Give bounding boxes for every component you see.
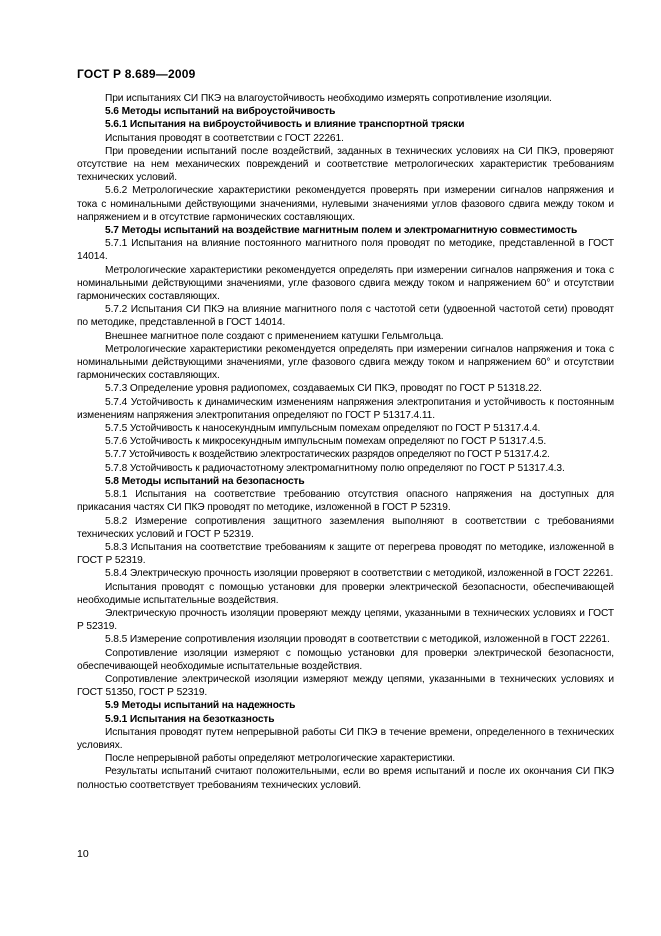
paragraph: Испытания проводят путем непрерывной работы СИ ПКЭ в течение времени, определенного в технических условиях. <box>77 726 614 751</box>
paragraph: Результаты испытаний считают положительными, если во время испытаний и после их окончания СИ ПКЭ полностью соответствует требованиям технических условий. <box>77 766 614 791</box>
paragraph: Метрологические характеристики рекомендуется определять при измерении сигналов напряжения и тока с номинальными действующими значениями, угле фазового сдвига между током и напряжением 60° и отсутствии гармонических составляющих. <box>77 343 614 382</box>
paragraph: Электрическую прочность изоляции проверяют между цепями, указанными в технических условиях и ГОСТ Р 52319. <box>77 607 614 633</box>
paragraph: Сопротивление электрической изоляции измеряют между цепями, указанными в технических условиях и ГОСТ 51350, ГОСТ Р 52319. <box>77 673 614 699</box>
paragraph: 5.8.1 Испытания на соответствие требованию отсутствия опасного напряжения на доступных для прикасания частях СИ ПКЭ проводят по методике, изложенной в ГОСТ Р 52319. <box>77 489 614 514</box>
paragraph: После непрерывной работы определяют метрологические характеристики. <box>105 753 456 765</box>
paragraph: 5.7.6 Устойчивость к микросекундным импульсным помехам определяют по ГОСТ Р 51317.4.5. <box>105 436 547 448</box>
document-header: ГОСТ Р 8.689—2009 <box>77 67 196 81</box>
paragraph: При испытаниях СИ ПКЭ на влагоустойчивость необходимо измерять сопротивление изоляции. <box>105 93 552 104</box>
subsection-heading: 5.9.1 Испытания на безотказность <box>105 713 275 725</box>
paragraph: 5.7.5 Устойчивость к наносекундным импульсным помехам определяют по ГОСТ Р 51317.4.4. <box>105 423 541 435</box>
paragraph: 5.8.2 Измерение сопротивления защитного заземления выполняют в соответствии с требованиями технических условий и ГОСТ Р 52319. <box>77 515 614 540</box>
paragraph: 5.8.3 Испытания на соответствие требованиям к защите от перегрева проводят по методике, изложенной в ГОСТ Р 52319. <box>77 541 614 567</box>
section-heading: 5.7 Методы испытаний на воздействие магнитным полем и электромагнитную совместимость <box>105 225 578 237</box>
paragraph: 5.7.2 Испытания СИ ПКЭ на влияние магнитного поля с частотой сети (удвоенной частотой сети) проводят по методике, представленной в ГОСТ 14014. <box>77 304 614 329</box>
document-body <box>77 92 614 792</box>
paragraph: Внешнее магнитное поле создают с применением катушки Гельмгольца. <box>105 330 444 342</box>
paragraph: 5.7.1 Испытания на влияние постоянного магнитного поля проводят по методике, представленной в ГОСТ 14014. <box>77 238 614 263</box>
page-number: 10 <box>77 848 89 860</box>
paragraph: 5.7.3 Определение уровня радиопомех, создаваемых СИ ПКЭ, проводят по ГОСТ Р 51318.22. <box>105 383 542 395</box>
paragraph: Испытания проводят в соответствии с ГОСТ 22261. <box>105 132 344 144</box>
section-heading: 5.9 Методы испытаний на надежность <box>105 700 296 712</box>
paragraph: 5.8.4 Электрическую прочность изоляции проверяют в соответствии с методикой, изложенной в ГОСТ 22261. <box>105 568 614 580</box>
paragraph: 5.8.5 Измерение сопротивления изоляции проводят в соответствии с методикой, изложенной в ГОСТ 22261. <box>105 634 610 646</box>
paragraph: 5.7.7 Устойчивость к воздействию электростатических разрядов определяют по ГОСТ Р 51317.4.2. <box>105 449 550 461</box>
section-heading: 5.6 Методы испытаний на виброустойчивость <box>105 106 336 118</box>
paragraph: При проведении испытаний после воздействий, заданных в технических условиях на СИ ПКЭ, проверяют отсутствие на нем механических повреждений и соответствие метрологических характеристик требованиям технических условий. <box>77 145 614 184</box>
paragraph: 5.7.4 Устойчивость к динамическим изменениям напряжения электропитания и устойчивость к постоянным изменениям напряжения электропитания определяют по ГОСТ Р 51317.4.11. <box>77 396 614 421</box>
paragraph: Испытания проводят с помощью установки для проверки электрической безопасности, обеспечивающей необходимые испытательные воздействия. <box>77 581 614 606</box>
subsection-heading: 5.6.1 Испытания на виброустойчивость и влияние транспортной тряски <box>105 119 465 131</box>
paragraph: 5.7.8 Устойчивость к радиочастотному электромагнитному полю определяют по ГОСТ Р 51317.4.3. <box>105 462 565 474</box>
paragraph: 5.6.2 Метрологические характеристики рекомендуется проверять при измерении сигналов напряжения и тока с номинальными действующими значениями, нулевыми значениями углов фазового сдвига между током и напряжением и в отсутствие гармонических составляющих. <box>77 185 614 223</box>
paragraph: Сопротивление изоляции измеряют с помощью установки для проверки электрической безопасности, обеспечивающей необходимые испытательные воздействия. <box>77 647 614 672</box>
section-heading: 5.8 Методы испытаний на безопасность <box>105 475 305 487</box>
paragraph: Метрологические характеристики рекомендуется определять при измерении сигналов напряжения и тока с номинальными действующими значениями, угле фазового сдвига между током и напряжением 60° и отсутствии гармонических составляющих. <box>77 264 614 303</box>
